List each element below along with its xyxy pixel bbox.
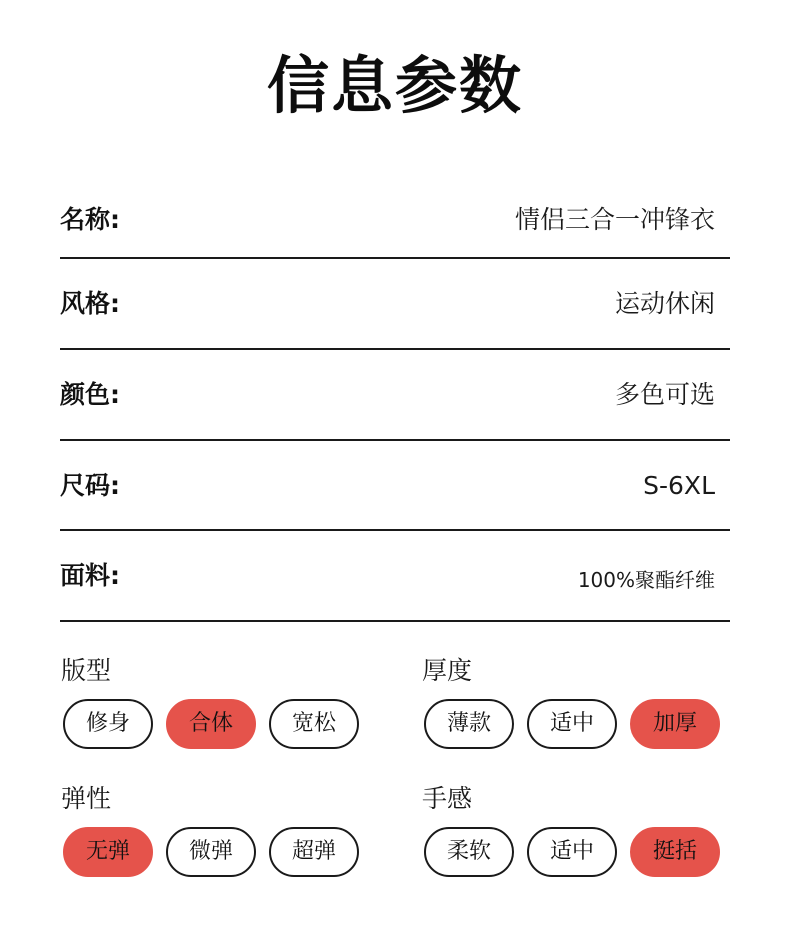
attr-group-feel xyxy=(422,782,742,864)
attr-options-elasticity xyxy=(63,827,383,879)
chip-elasticity-super[interactable]: 超弹 xyxy=(269,827,359,877)
info-row-size xyxy=(60,441,730,531)
chip-feel-soft[interactable]: 柔软 xyxy=(424,827,514,877)
page-title: 信息参数 xyxy=(266,49,523,122)
info-value-style: 运动休闲 xyxy=(614,289,715,318)
chip-thickness-medium[interactable]: 适中 xyxy=(527,699,617,749)
attr-group-fit xyxy=(61,654,381,736)
attr-title-feel: 手感 xyxy=(422,784,473,813)
chip-feel-crisp[interactable]: 挺括 xyxy=(630,827,720,877)
attr-group-thickness xyxy=(422,654,742,736)
chip-fit-slim[interactable]: 修身 xyxy=(63,699,153,749)
info-label-size: 尺码: xyxy=(60,471,120,500)
attr-options-thickness xyxy=(424,699,744,751)
chip-feel-medium[interactable]: 适中 xyxy=(527,827,617,877)
info-value-fabric: 100%聚酯纤维 xyxy=(577,568,715,592)
info-value-size: S-6XL xyxy=(643,471,715,500)
chip-elasticity-slight[interactable]: 微弹 xyxy=(166,827,256,877)
chip-fit-loose[interactable]: 宽松 xyxy=(269,699,359,749)
info-row-fabric xyxy=(60,531,730,622)
chip-elasticity-none[interactable]: 无弹 xyxy=(63,827,153,877)
info-label-name: 名称: xyxy=(60,205,120,234)
info-label-style: 风格: xyxy=(60,289,120,318)
chip-thickness-thin[interactable]: 薄款 xyxy=(424,699,514,749)
chip-fit-regular[interactable]: 合体 xyxy=(166,699,256,749)
info-label-fabric: 面料: xyxy=(60,561,120,590)
attr-options-fit xyxy=(63,699,383,751)
attr-options-feel xyxy=(424,827,744,879)
info-value-color: 多色可选 xyxy=(614,380,715,409)
info-value-name: 情侣三合一冲锋衣 xyxy=(514,205,715,234)
info-row-color xyxy=(60,350,730,441)
info-label-color: 颜色: xyxy=(60,380,120,409)
info-row-style xyxy=(60,259,730,350)
attr-title-fit: 版型 xyxy=(61,656,112,685)
info-row-name xyxy=(60,175,730,259)
chip-thickness-thick[interactable]: 加厚 xyxy=(630,699,720,749)
attr-title-thickness: 厚度 xyxy=(422,656,473,685)
info-table xyxy=(60,175,730,622)
attr-group-elasticity xyxy=(61,782,381,864)
attr-title-elasticity: 弹性 xyxy=(61,784,112,813)
